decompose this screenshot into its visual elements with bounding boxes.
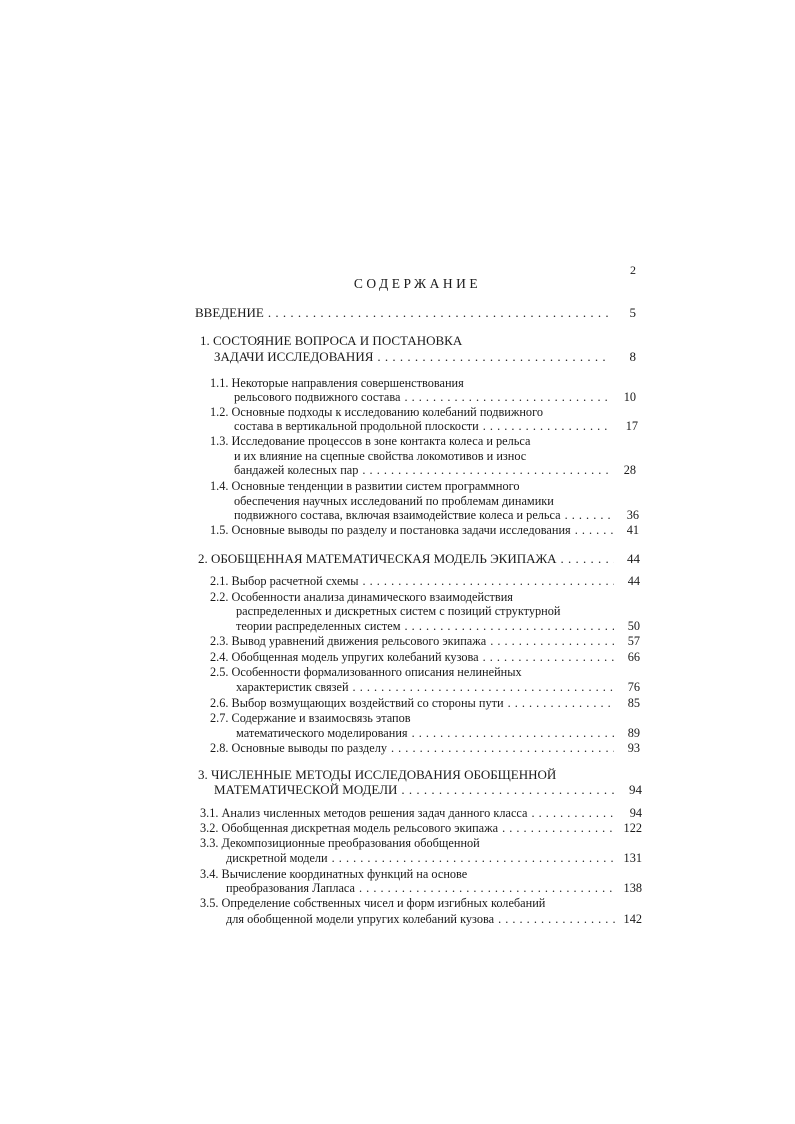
toc-entry <box>200 821 642 835</box>
toc-entry <box>210 434 530 448</box>
toc-entry-text: распределенных и дискретных систем с позиций структурной <box>236 604 561 618</box>
dot-leader <box>483 650 614 664</box>
dot-leader <box>401 783 616 797</box>
toc-entry-text: 2.3. Вывод уравнений движения рельсового экипажа <box>210 634 487 648</box>
toc-entry-text: 2.5. Особенности формализованного описания нелинейных <box>210 665 522 679</box>
toc-entry <box>236 619 640 633</box>
toc-entry-text: 1.4. Основные тенденции в развитии систем программного <box>210 479 520 493</box>
dot-leader <box>565 508 613 522</box>
toc-entry-text: 3.2. Обобщенная дискретная модель рельсового экипажа <box>200 821 499 835</box>
toc-entry-page: 17 <box>625 419 638 433</box>
toc-entry-text: дискретной модели <box>226 851 328 865</box>
toc-entry <box>210 634 640 648</box>
dot-leader <box>483 419 612 433</box>
toc-entry-text: теории распределенных систем <box>236 619 401 633</box>
toc-entry <box>214 783 642 797</box>
toc-entry-page: 28 <box>623 463 636 477</box>
toc-entry <box>226 912 642 926</box>
dot-leader <box>575 523 613 537</box>
toc-entry-text: 2. ОБОБЩЕННАЯ МАТЕМАТИЧЕСКАЯ МОДЕЛЬ ЭКИПАЖА <box>198 551 557 566</box>
page-number: 2 <box>630 263 636 277</box>
toc-entry-text: 3.5. Определение собственных чисел и форм изгибных колебаний <box>200 896 546 910</box>
dot-leader <box>362 463 610 477</box>
dot-leader <box>377 350 610 364</box>
toc-entry <box>210 711 411 725</box>
toc-entry-text: 1. СОСТОЯНИЕ ВОПРОСА И ПОСТАНОВКА <box>200 333 463 348</box>
toc-entry-text: преобразования Лапласа <box>226 881 356 895</box>
toc-entry-text: подвижного состава, включая взаимодействие колеса и рельса <box>234 508 561 522</box>
toc-entry-page: 85 <box>627 696 640 710</box>
toc-entry-page: 50 <box>627 619 640 633</box>
toc-entry <box>200 334 462 348</box>
toc-entry-page: 41 <box>626 523 639 537</box>
toc-entry-text: математического моделирования <box>236 726 408 740</box>
toc-entry <box>195 306 636 320</box>
toc-entry <box>200 836 480 850</box>
toc-entry-text: 3.4. Вычисление координатных функций на основе <box>200 867 468 881</box>
toc-entry-page: 131 <box>623 851 642 865</box>
dot-leader <box>353 680 614 694</box>
toc-entry-text: 3.1. Анализ численных методов решения задач данного класса <box>200 806 528 820</box>
toc-entry-text: 2.2. Особенности анализа динамического взаимодействия <box>210 590 513 604</box>
toc-entry-text: 3.3. Декомпозиционные преобразования обобщенной <box>200 836 480 850</box>
toc-entry-text: ВВЕДЕНИЕ <box>195 305 264 320</box>
dot-leader <box>268 306 610 320</box>
toc-entry-page: 89 <box>627 726 640 740</box>
toc-entry-text: ЗАДАЧИ ИССЛЕДОВАНИЯ <box>214 349 374 364</box>
toc-entry-page: 94 <box>629 782 642 797</box>
toc-entry <box>236 680 640 694</box>
toc-entry-page: 122 <box>623 821 642 835</box>
dot-leader <box>502 821 616 835</box>
toc-entry-text: 2.6. Выбор возмущающих воздействий со стороны пути <box>210 696 504 710</box>
toc-entry-text: 2.4. Обобщенная модель упругих колебаний кузова <box>210 650 479 664</box>
toc-entry <box>234 494 554 508</box>
toc-entry <box>210 590 513 604</box>
toc-entry-text: рельсового подвижного состава <box>234 390 401 404</box>
toc-entry <box>210 696 640 710</box>
toc-entry-text: 2.1. Выбор расчетной схемы <box>210 574 359 588</box>
toc-entry-text: обеспечения научных исследований по проблемам динамики <box>234 494 554 508</box>
toc-entry-page: 138 <box>623 881 642 895</box>
toc-entry-page: 94 <box>629 806 642 820</box>
toc-entry <box>234 463 636 477</box>
toc-entry-text: 3. ЧИСЛЕННЫЕ МЕТОДЫ ИССЛЕДОВАНИЯ ОБОБЩЕННОЙ <box>198 767 557 782</box>
dot-leader <box>498 912 616 926</box>
toc-entry <box>210 741 640 755</box>
toc-entry-text: для обобщенной модели упругих колебаний кузова <box>226 912 495 926</box>
toc-entry-page: 93 <box>627 741 640 755</box>
toc-entry <box>200 806 642 820</box>
dot-leader <box>490 634 614 648</box>
toc-entry <box>210 479 520 493</box>
toc-entry <box>214 350 636 364</box>
toc-entry-text: 2.8. Основные выводы по разделу <box>210 741 387 755</box>
toc-entry-text: 2.7. Содержание и взаимосвязь этапов <box>210 711 411 725</box>
dot-leader <box>332 851 616 865</box>
toc-entry <box>236 726 640 740</box>
toc-entry <box>234 449 526 463</box>
dot-leader <box>391 741 614 755</box>
toc-entry <box>200 896 545 910</box>
toc-entry <box>210 376 464 390</box>
toc-entry <box>210 523 639 537</box>
toc-entry <box>226 851 642 865</box>
dot-leader <box>412 726 614 740</box>
toc-entry-page: 5 <box>629 305 636 320</box>
toc-entry <box>210 405 543 419</box>
toc-entry-text: 1.5. Основные выводы по разделу и постановка задачи исследования <box>210 523 571 537</box>
toc-entry <box>210 665 522 679</box>
toc-entry-page: 36 <box>626 508 639 522</box>
toc-entry <box>198 552 640 566</box>
dot-leader <box>561 552 614 566</box>
toc-entry <box>234 508 639 522</box>
dot-leader <box>404 390 610 404</box>
dot-leader <box>362 574 614 588</box>
toc-entry-page: 57 <box>627 634 640 648</box>
toc-entry-page: 44 <box>627 551 640 566</box>
toc-entry-page: 76 <box>627 680 640 694</box>
toc-entry <box>234 419 638 433</box>
toc-entry-text: 1.1. Некоторые направления совершенствования <box>210 376 464 390</box>
toc-title: СОДЕРЖАНИЕ <box>353 276 482 291</box>
toc-entry-page: 10 <box>623 390 636 404</box>
toc-entry <box>234 390 636 404</box>
toc-entry-page: 8 <box>629 349 636 364</box>
toc-entry <box>198 768 556 782</box>
toc-entry-text: бандажей колесных пар <box>234 463 359 477</box>
toc-entry <box>236 604 560 618</box>
toc-entry-page: 142 <box>623 912 642 926</box>
dot-leader <box>405 619 614 633</box>
toc-entry-page: 44 <box>627 574 640 588</box>
toc-entry <box>226 881 642 895</box>
dot-leader <box>508 696 614 710</box>
toc-entry-text: 1.3. Исследование процессов в зоне контакта колеса и рельса <box>210 434 531 448</box>
toc-entry-text: состава в вертикальной продольной плоскости <box>234 419 479 433</box>
dot-leader <box>359 881 616 895</box>
toc-entry <box>210 650 640 664</box>
toc-entry-text: характеристик связей <box>236 680 349 694</box>
toc-entry-text: и их влияние на сцепные свойства локомотивов и износ <box>234 449 527 463</box>
toc-entry-page: 66 <box>627 650 640 664</box>
toc-entry-text: 1.2. Основные подходы к исследованию колебаний подвижного <box>210 405 543 419</box>
toc-entry <box>210 574 640 588</box>
dot-leader <box>532 806 617 820</box>
toc-entry <box>200 867 467 881</box>
toc-entry-text: МАТЕМАТИЧЕСКОЙ МОДЕЛИ <box>214 782 398 797</box>
